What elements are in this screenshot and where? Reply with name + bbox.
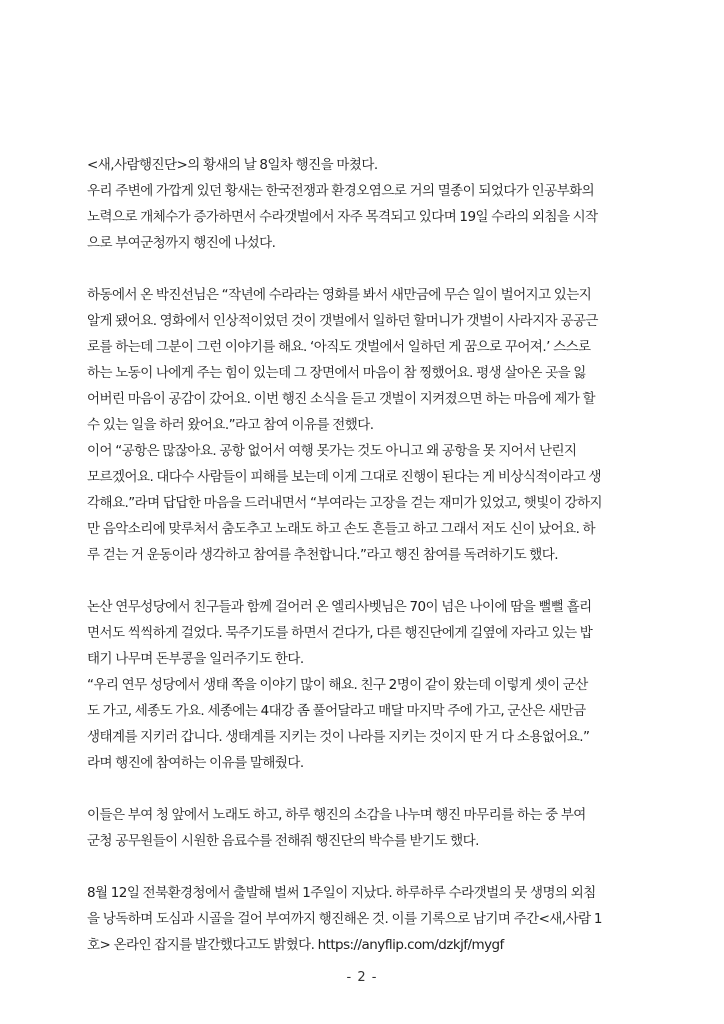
text-line: 어버린 마음이 공감이 갔어요. 이번 행진 소식을 듣고 갯벌이 지켜졌으면 하는 마음에 제가 할 (87, 391, 596, 407)
text-line: 만 음악소리에 맞루처서 춤도추고 노래도 하고 손도 흔들고 하고 그래서 저도 신이 났어요. 하 (87, 521, 596, 537)
text-line: 8월 12일 전북환경청에서 출발해 벌써 1주일이 지났다. 하루하루 수라갯벌의 뭇 생명의 외침 (87, 885, 596, 901)
text-line: 을 낭독하며 도심과 시골을 걸어 부여까지 행진해온 것. 이를 기록으로 남기며 주간<새,사람 1 (87, 911, 602, 927)
text-line: 각해요.”라며 답답한 마음을 드러내면서 “부여라는 고장을 걷는 재미가 있었고, 햇빛이 강하지 (87, 495, 602, 511)
text-line: 군청 공무원들이 시원한 음료수를 전해줘 행진단의 박수를 받기도 했다. (87, 833, 479, 849)
text-line: 이들은 부여 청 앞에서 노래도 하고, 하루 행진의 소감을 나누며 행진 마무리를 하는 중 부여 (87, 807, 586, 823)
text-line: 수 있는 일을 하러 왔어요.”라고 참여 이유를 전했다. (87, 417, 374, 433)
paragraph-spacer (87, 568, 637, 594)
text-line: 하는 노동이 나에게 주는 힘이 있는데 그 장면에서 마음이 참 찡했어요. 평생 살아온 곳을 잃 (87, 365, 586, 381)
text-line: “우리 연무 성당에서 생태 쪽을 이야기 많이 해요. 친구 2명이 같이 왔는데 이렇게 셋이 군산 (87, 677, 588, 693)
page-number: - 2 - (346, 970, 378, 985)
paragraph-spacer (87, 256, 637, 282)
text-line: 루 걷는 거 운동이라 생각하고 참여를 추천합니다.”라고 행진 참여를 독려하기도 했다. (87, 547, 559, 563)
text-line: 라며 행진에 참여하는 이유를 말해줬다. (87, 755, 304, 771)
paragraph-buyeo-county-office (87, 802, 637, 854)
text-line: 논산 연무성당에서 친구들과 함께 걸어러 온 엘리사벳님은 70이 넘은 나이에 땀을 뻘뻘 흘리 (87, 599, 592, 615)
text-line: 노력으로 개체수가 증가하면서 수라갯벌에서 자주 목격되고 있다며 19일 수라의 외침을 시작 (87, 209, 598, 225)
paragraph-intro (87, 152, 637, 256)
document-body (87, 152, 637, 958)
text-line: 하동에서 온 박진선님은 “작년에 수라라는 영화를 봐서 새만금에 무슨 일이 벌어지고 있는지 (87, 287, 592, 303)
text-line: 도 가고, 세종도 가요. 세종에는 4대강 좀 풀어달라고 매달 마지막 주에 가고, 군산은 새만금 (87, 703, 586, 719)
text-line: 알게 됐어요. 영화에서 인상적이었던 것이 갯벌에서 일하던 할머니가 갯벌이 사라지자 공공근 (87, 313, 598, 329)
paragraph-weekly-magazine (87, 880, 637, 958)
text-line: 으로 부여군청까지 행진에 나섰다. (87, 235, 276, 251)
text-line: 모르겠어요. 대다수 사람들이 피해를 보는데 이게 그대로 진행이 된다는 게 비상식적이라고 생 (87, 469, 602, 485)
paragraph-park-jinseon (87, 282, 637, 568)
paragraph-spacer (87, 776, 637, 802)
paragraph-elisabeth (87, 594, 637, 776)
text-line: 태기 나무며 돈부콩을 일러주기도 한다. (87, 651, 304, 667)
text-line: <새,사람행진단>의 황새의 날 8일차 행진을 마쳤다. (87, 157, 378, 173)
paragraph-spacer (87, 854, 637, 880)
text-line: 우리 주변에 가깝게 있던 황새는 한국전쟁과 환경오염으로 거의 멸종이 되었다가 인공부화의 (87, 183, 595, 199)
text-line: 이어 “공항은 많잖아요. 공항 없어서 여행 못가는 것도 아니고 왜 공항을 못 지어서 난린지 (87, 443, 577, 459)
text-line: 생태계를 지키러 갑니다. 생태계를 지키는 것이 나라를 지키는 것이지 딴 거 다 소용없어요.” (87, 729, 590, 745)
text-line: 호> 온라인 잡지를 발간했다고도 밝혔다. https://anyflip.com/dzkjf/mygf (87, 937, 504, 953)
text-line: 로를 하는데 그분이 그런 이야기를 해요. ‘아직도 갯벌에서 일하던 게 꿈으로 꾸어져.’ 스스로 (87, 339, 591, 355)
text-line: 면서도 씩씩하게 걸었다. 묵주기도를 하면서 걷다가, 다른 행진단에게 길옆에 자라고 있는 밥 (87, 625, 593, 641)
